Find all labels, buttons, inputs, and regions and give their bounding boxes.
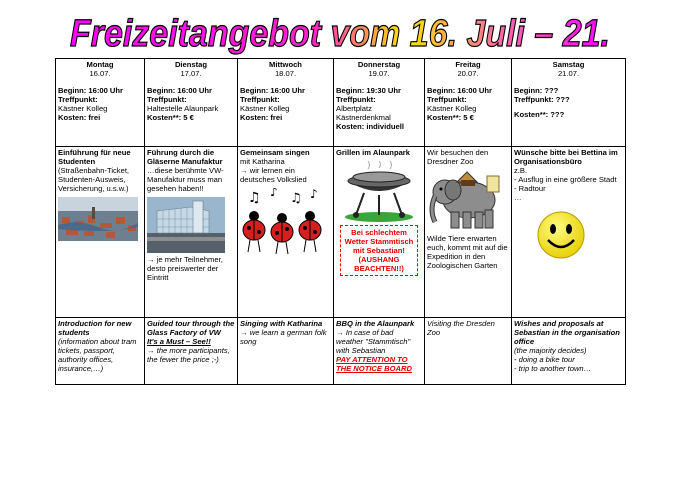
english-cell (334, 318, 425, 385)
info-line: Kästnerdenkmal (336, 113, 391, 122)
activity-text: …diese berühmte VW-Manufaktur muss man gesehen haben!! (147, 166, 224, 193)
activity-title: Führung durch die Gläserne Manufaktur (147, 148, 223, 166)
english-text: (information about tram tickets, passport, authority offices, insurance,…) (58, 337, 137, 373)
city-aerial-photo (58, 197, 138, 241)
activity-cell (334, 147, 425, 318)
info-line: Kästner Kolleg (58, 104, 108, 113)
english-title: BBQ in the Alaunpark (336, 319, 415, 328)
svg-text:♪: ♪ (310, 188, 318, 201)
info-line: Kosten: frei (58, 113, 101, 122)
singing-ladybugs-clipart (240, 188, 326, 268)
english-title: Visiting the Dresden Zoo (427, 319, 495, 337)
english-text: → we learn a german folk song (240, 328, 327, 346)
info-line: Kosten**: 5 € (147, 113, 194, 122)
page-title (60, 8, 620, 56)
bad-weather-notice: Bei schlechtem Wetter Stammtisch mit Sebastian! (AUSHANG BEACHTEN!!) (340, 225, 418, 276)
activity-text: (Straßenbahn-Ticket, Studenten-Ausweis, Versicherung, u.s.w.) (58, 166, 130, 193)
activity-cell (238, 147, 334, 318)
day-info-cell (512, 59, 626, 147)
svg-text:♫: ♫ (248, 190, 261, 206)
info-line: Treffpunkt: (336, 95, 376, 104)
info-line: Treffpunkt: ??? (514, 95, 570, 104)
english-title: Singing with Katharina (240, 319, 323, 328)
english-text: → In case of bad weather "Stammtisch" with Sebastian (336, 328, 411, 355)
english-text: It's a Must – See!! (147, 337, 211, 346)
info-line: Kosten**: ??? (514, 110, 565, 119)
day-name: Samstag (552, 60, 585, 69)
activity-cell (425, 147, 512, 318)
english-text: → the more participants, the fewer the price ;-) (147, 346, 230, 364)
activity-title: Einführung für neue Studenten (58, 148, 131, 166)
info-line: Treffpunkt: (427, 95, 467, 104)
activity-cell (145, 147, 238, 318)
smiley-face-icon (536, 210, 586, 260)
info-line: Haltestelle Alaunpark (147, 104, 219, 113)
day-info-cell (145, 59, 238, 147)
day-info-cell (238, 59, 334, 147)
barbecue-grill-clipart (342, 161, 416, 223)
title-text: Freizeitangebot vom 16. Juli – 21. (70, 13, 610, 55)
english-text: - trip to another town… (514, 364, 592, 373)
activity-cell (512, 147, 626, 318)
info-line: Beginn: 16:00 Uhr (240, 86, 305, 95)
schedule-table (55, 58, 626, 385)
activity-title: Wir besuchen den Dresdner Zoo (427, 148, 489, 166)
activity-text: mit Katharina (240, 157, 285, 166)
info-line: Treffpunkt: (147, 95, 187, 104)
day-date: 21.07. (557, 69, 580, 78)
activity-text: - Ausflug in eine größere Stadt (514, 175, 617, 184)
english-cell (512, 318, 626, 385)
info-line: Beginn: ??? (514, 86, 559, 95)
activity-extra: → je mehr Teilnehmer, desto preiswerter der Eintritt (147, 255, 223, 282)
glass-factory-photo (147, 197, 225, 253)
info-line: Beginn: 16:00 Uhr (147, 86, 212, 95)
activity-title: Grillen im Alaunpark (336, 148, 410, 157)
day-name: Donnerstag (357, 60, 401, 69)
day-info-cell (334, 59, 425, 147)
activity-text: - Radtour (514, 184, 546, 193)
svg-text:♫: ♫ (290, 191, 302, 206)
english-title: Guided tour through the Glass Factory of VW (147, 319, 235, 337)
day-info-cell (425, 59, 512, 147)
activity-title: Wünsche bitte bei Bettina im Organisationsbüro (514, 148, 618, 166)
notice-board-warning: PAY ATTENTION TO THE NOTICE BOARD (336, 355, 412, 373)
english-cell (425, 318, 512, 385)
info-line: Kosten: individuell (336, 122, 404, 131)
info-line: Albertplatz (336, 104, 372, 113)
elephant-clipart (427, 170, 507, 232)
day-name: Freitag (455, 60, 481, 69)
info-line: Kästner Kolleg (240, 104, 290, 113)
info-line: Kosten: frei (240, 113, 283, 122)
activity-title: Gemeinsam singen (240, 148, 310, 157)
info-line: Beginn: 19:30 Uhr (336, 86, 401, 95)
english-title: Introduction for new students (58, 319, 132, 337)
day-date: 20.07. (457, 69, 479, 78)
info-line: Kosten**: 5 € (427, 113, 474, 122)
info-row (56, 59, 626, 147)
info-line: Treffpunkt: (240, 95, 280, 104)
english-title: Wishes and proposals at Sebastian in the organisation office (514, 319, 620, 346)
english-row (56, 318, 626, 385)
activity-cell (56, 147, 145, 318)
info-line: Beginn: 16:00 Uhr (427, 86, 492, 95)
english-text: - doing a bike tour (514, 355, 575, 364)
day-name: Mittwoch (269, 60, 302, 69)
english-cell (238, 318, 334, 385)
day-info-cell (56, 59, 145, 147)
day-name: Montag (86, 60, 114, 69)
day-name: Dienstag (174, 60, 208, 69)
activity-text: … (514, 193, 522, 202)
day-date: 17.07. (180, 69, 202, 78)
svg-text:♪: ♪ (270, 188, 278, 199)
english-cell (145, 318, 238, 385)
activity-extra: Wilde Tiere erwarten euch, kommt mit auf die Expedition in den Zoologischen Garten (427, 234, 508, 270)
day-date: 18.07. (274, 69, 297, 78)
info-line: Treffpunkt: (58, 95, 98, 104)
info-line: Kästner Kolleg (427, 104, 477, 113)
activity-text: z.B. (514, 166, 528, 175)
english-cell (56, 318, 145, 385)
day-date: 19.07. (368, 69, 390, 78)
activity-text: → wir lernen ein deutsches Volkslied (240, 166, 307, 184)
info-line: Beginn: 16:00 Uhr (58, 86, 123, 95)
english-text: (the majority decides) (514, 346, 587, 355)
activity-row (56, 147, 626, 318)
day-date: 16.07. (89, 69, 111, 78)
